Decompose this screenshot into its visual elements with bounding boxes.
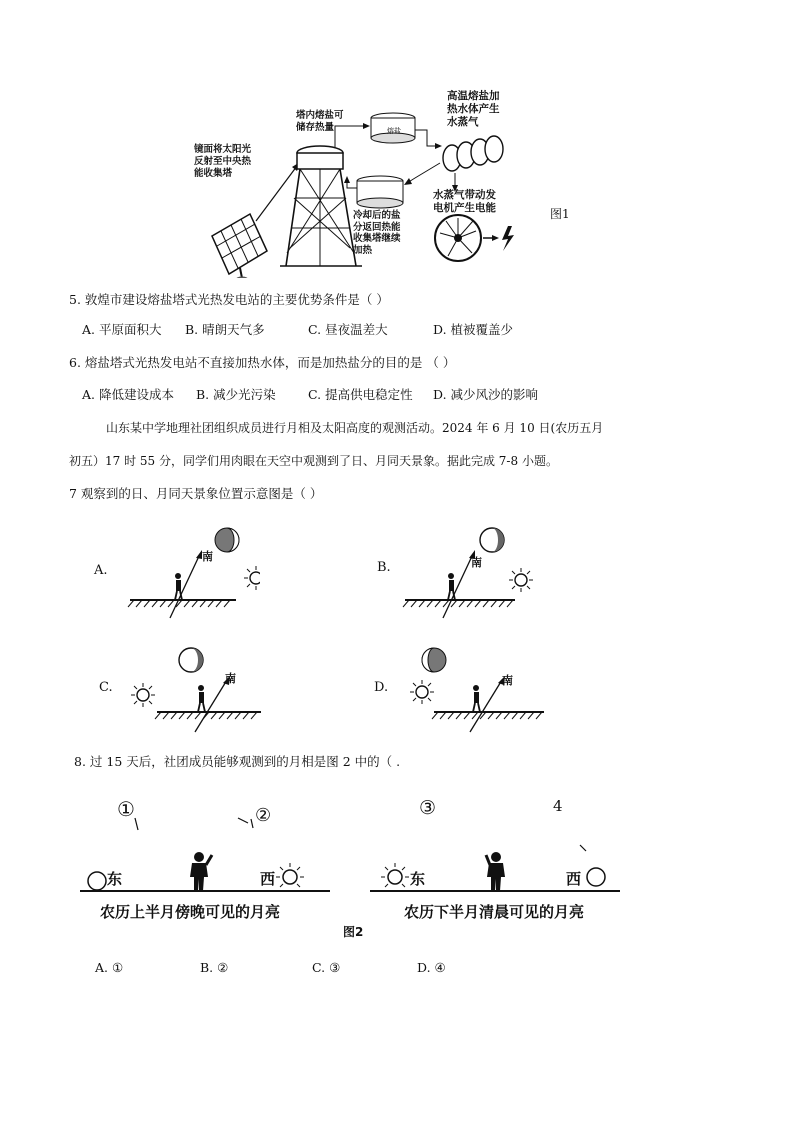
q8-option-b[interactable]: B. ② bbox=[200, 960, 229, 975]
cool-salt-label: 冷却后的盐 分返回热能 收集塔继续 加热 bbox=[353, 210, 401, 256]
q7-panel-b[interactable] bbox=[375, 520, 545, 620]
ground-icon bbox=[155, 712, 261, 719]
cold-tank-icon bbox=[357, 176, 403, 208]
question-7-stem: 7 观察到的日、月同天景象位置示意图是（ ） bbox=[69, 486, 323, 501]
q7-panel-c-letter: C. bbox=[99, 680, 113, 695]
south-label: 南 bbox=[502, 674, 513, 687]
ground-icon bbox=[128, 600, 236, 607]
east-label: 东 bbox=[410, 870, 426, 888]
west-label: 西 bbox=[566, 870, 582, 888]
south-arrow-icon bbox=[443, 554, 473, 618]
q7-panel-c[interactable] bbox=[95, 640, 270, 745]
figure-2-left bbox=[80, 795, 340, 925]
q5-option-c[interactable]: C. 昼夜温差大 bbox=[308, 322, 388, 337]
q7-panel-a[interactable] bbox=[90, 520, 260, 620]
solar-panel-icon bbox=[212, 214, 267, 278]
q8-option-d[interactable]: D. ④ bbox=[417, 960, 446, 975]
person-waving-icon bbox=[486, 852, 505, 891]
left-caption: 农历上半月傍晚可见的月亮 bbox=[100, 903, 281, 921]
moon-icon bbox=[215, 528, 239, 552]
sun-icon bbox=[509, 568, 533, 592]
south-label: 南 bbox=[202, 550, 213, 563]
moon-icon bbox=[422, 648, 446, 672]
figure-1 bbox=[190, 88, 590, 278]
question-5-stem: 5. 敦煌市建设熔盐塔式光热发电站的主要优势条件是（ ） bbox=[69, 292, 389, 307]
q7-panel-d[interactable] bbox=[372, 640, 562, 745]
lightning-icon bbox=[502, 226, 514, 251]
person-icon bbox=[448, 573, 455, 600]
moon-icon bbox=[480, 528, 504, 552]
tower-storage-label: 塔内熔盐可 储存热量 bbox=[296, 110, 344, 133]
q5-option-b[interactable]: B. 晴朗天气多 bbox=[185, 322, 265, 337]
south-arrow-icon bbox=[170, 554, 200, 618]
mirror-label: 镜面将太阳光 反射至中央热 能收集塔 bbox=[194, 144, 252, 179]
q7-panel-b-letter: B. bbox=[377, 560, 391, 575]
tower-icon bbox=[280, 146, 362, 266]
moon-position-1[interactable]: ① bbox=[117, 797, 135, 821]
q6-option-a[interactable]: A. 降低建设成本 bbox=[82, 387, 174, 402]
person-icon bbox=[473, 685, 480, 712]
question-6-stem: 6. 熔盐塔式光热发电站不直接加热水体，而是加热盐分的目的是 （ ） bbox=[69, 355, 456, 370]
q5-option-d[interactable]: D. 植被覆盖少 bbox=[433, 322, 514, 337]
south-label: 南 bbox=[225, 672, 236, 685]
tank-label: 熔盐 bbox=[387, 127, 401, 135]
sun-icon bbox=[244, 566, 260, 590]
sun-icon bbox=[381, 863, 409, 887]
sun-icon bbox=[410, 680, 434, 704]
person-icon bbox=[198, 685, 205, 712]
sun-icon bbox=[276, 863, 304, 887]
east-label: 东 bbox=[107, 870, 123, 888]
person-icon bbox=[175, 573, 182, 600]
right-caption: 农历下半月清晨可见的月亮 bbox=[404, 903, 585, 921]
passage-line-1: 山东某中学地理社团组织成员进行月相及太阳高度的观测活动。2024 年 6 月 10 日(农历五月 bbox=[106, 421, 604, 435]
q6-option-d[interactable]: D. 减少风沙的影响 bbox=[433, 387, 539, 402]
sun-icon bbox=[131, 683, 155, 707]
person-waving-icon bbox=[190, 852, 212, 891]
moon-icon bbox=[179, 648, 203, 672]
figure-1-caption: 图1 bbox=[550, 207, 570, 221]
steam-label: 水蒸气带动发 电机产生电能 bbox=[433, 189, 496, 214]
west-label: 西 bbox=[260, 870, 276, 888]
ground-icon bbox=[432, 712, 544, 719]
moon-position-4[interactable]: 4 bbox=[553, 797, 563, 815]
question-8-stem: 8. 过 15 天后，社团成员能够观测到的月相是图 2 中的（ . bbox=[74, 754, 401, 769]
steam-drum-icon bbox=[443, 136, 503, 171]
turbine-icon bbox=[435, 215, 481, 261]
q6-option-b[interactable]: B. 减少光污染 bbox=[196, 387, 276, 402]
moon-position-3[interactable]: ③ bbox=[419, 797, 437, 819]
hot-tank-icon bbox=[371, 113, 415, 143]
figure-2-right bbox=[370, 795, 630, 925]
figure-2-caption: 图2 bbox=[343, 925, 364, 939]
hot-salt-label: 高温熔盐加 热水体产生 水蒸气 bbox=[447, 90, 500, 128]
south-label: 南 bbox=[471, 556, 482, 569]
q7-panel-a-letter: A. bbox=[94, 563, 108, 578]
q6-option-c[interactable]: C. 提高供电稳定性 bbox=[308, 387, 413, 402]
q7-panel-d-letter: D. bbox=[374, 680, 389, 695]
passage-line-2: 初五）17 时 55 分，同学们用肉眼在天空中观测到了日、月同天景象。据此完成 7-8 小题。 bbox=[69, 454, 558, 468]
q5-option-a[interactable]: A. 平原面积大 bbox=[82, 322, 162, 337]
q8-option-a[interactable]: A. ① bbox=[95, 960, 124, 975]
moon-icon bbox=[587, 868, 605, 886]
q8-option-c[interactable]: C. ③ bbox=[312, 960, 341, 975]
moon-icon bbox=[88, 872, 106, 890]
moon-position-2[interactable]: ② bbox=[255, 805, 272, 826]
ground-icon bbox=[403, 600, 515, 607]
